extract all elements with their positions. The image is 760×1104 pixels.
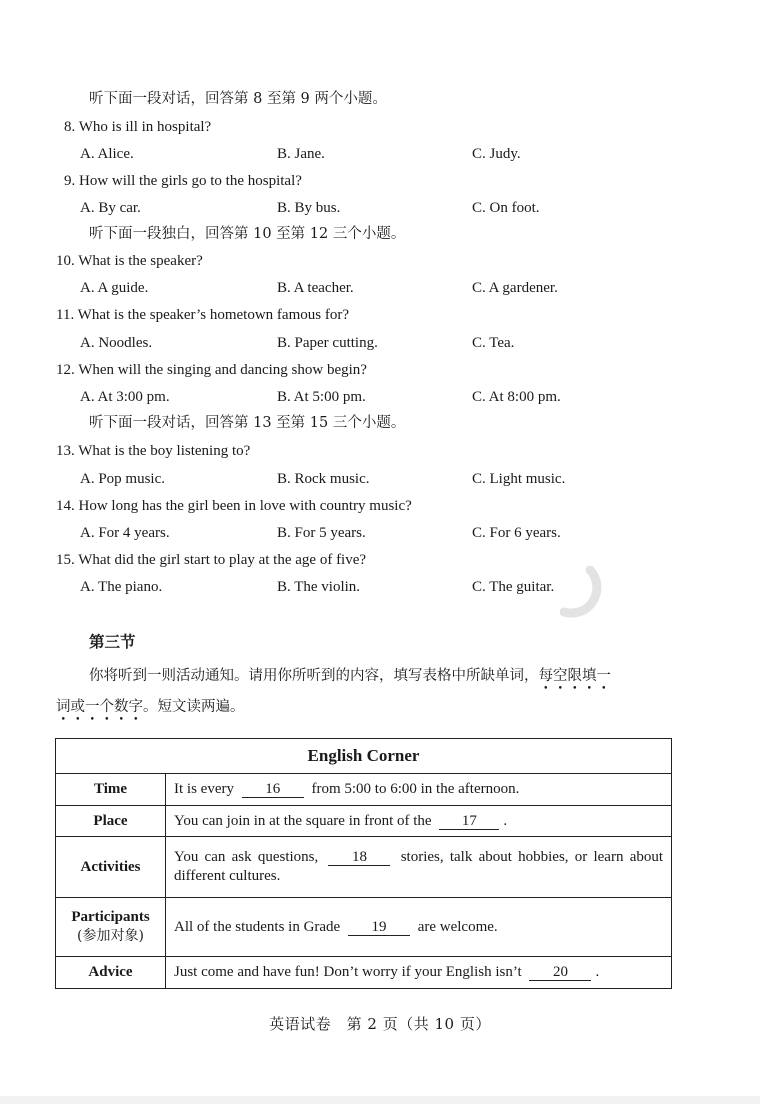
section-3-instruction-line-2 — [56, 697, 245, 717]
q15-option-b: B. The violin. — [277, 579, 361, 595]
question-13: 13. What is the boy listening to? — [56, 443, 251, 459]
table-row — [56, 806, 672, 837]
row-text: from 5:00 to 6:00 in the afternoon. — [311, 781, 520, 797]
q9-option-a: A. By car. — [80, 200, 141, 216]
instruction-8-9: 听下面一段对话，回答第 8 至第 9 两个小题。 — [89, 91, 387, 107]
question-12: 12. When will the singing and dancing show begin? — [56, 362, 367, 378]
row-content-time — [166, 774, 672, 806]
q8-option-c: C. Judy. — [472, 146, 521, 162]
q12-option-a: A. At 3:00 pm. — [80, 389, 170, 405]
table-row — [56, 774, 672, 806]
table-title: English Corner — [56, 739, 672, 774]
q11-option-b: B. Paper cutting. — [277, 335, 378, 351]
table-row — [56, 957, 672, 989]
q10-option-a: A. A guide. — [80, 280, 149, 296]
instruction-emphasis-2: 词或一个数字 — [56, 699, 143, 715]
row-label-advice: Advice — [56, 957, 166, 989]
q8-option-b: B. Jane. — [277, 146, 325, 162]
q11-option-a: A. Noodles. — [80, 335, 153, 351]
row-content-advice — [166, 957, 672, 989]
row-text: are welcome. — [417, 918, 498, 935]
q15-option-c: C. The guitar. — [472, 579, 555, 595]
question-14: 14. How long has the girl been in love with country music? — [56, 498, 412, 514]
q10-option-b: B. A teacher. — [277, 280, 354, 296]
row-text: You can join in at the square in front of the — [174, 812, 432, 829]
row-content-place — [166, 806, 672, 837]
q11-option-c: C. Tea. — [472, 335, 515, 351]
question-11: 11. What is the speaker’s hometown famous for? — [56, 307, 349, 323]
q14-option-b: B. For 5 years. — [277, 525, 366, 541]
question-15: 15. What did the girl start to play at the age of five? — [56, 552, 367, 568]
row-content-activities — [166, 837, 672, 898]
section-3-instruction-line-1 — [89, 666, 611, 686]
question-9: 9. How will the girls go to the hospital? — [64, 173, 302, 189]
table-row — [56, 837, 672, 898]
blank-17[interactable]: 17 — [439, 813, 499, 830]
row-label-participants — [56, 898, 166, 957]
q12-option-b: B. At 5:00 pm. — [277, 389, 366, 405]
q13-option-b: B. Rock music. — [277, 471, 370, 487]
row-text: stories, talk about hobbies, or learn about different cultures. — [174, 849, 664, 884]
blank-19[interactable]: 19 — [348, 919, 410, 936]
row-label-time: Time — [56, 774, 166, 806]
row-label-activities: Activities — [56, 837, 166, 898]
blank-18[interactable]: 18 — [328, 849, 390, 866]
row-text: You can ask questions, — [174, 849, 319, 865]
q12-option-c: C. At 8:00 pm. — [472, 389, 561, 405]
q9-option-b: B. By bus. — [277, 200, 341, 216]
scan-mark-icon — [560, 566, 608, 618]
instruction-emphasis-1: 每空限填一 — [538, 668, 611, 684]
q9-option-c: C. On foot. — [472, 200, 540, 216]
bottom-edge — [0, 1096, 760, 1104]
row-text: . — [503, 812, 508, 829]
row-content-participants — [166, 898, 672, 957]
row-text: . — [595, 964, 600, 980]
row-label-place: Place — [56, 806, 166, 837]
english-corner-table — [55, 738, 672, 989]
q14-option-a: A. For 4 years. — [80, 525, 170, 541]
q15-option-a: A. The piano. — [80, 579, 163, 595]
instruction-13-15: 听下面一段对话，回答第 13 至第 15 三个小题。 — [89, 415, 406, 431]
q10-option-c: C. A gardener. — [472, 280, 558, 296]
blank-16[interactable]: 16 — [242, 781, 304, 798]
participants-label: Participants — [71, 909, 150, 925]
row-text: It is every — [174, 781, 234, 797]
q8-option-a: A. Alice. — [80, 146, 134, 162]
participants-label-cn: (参加对象) — [77, 928, 144, 944]
instruction-10-12: 听下面一段独白，回答第 10 至第 12 三个小题。 — [89, 226, 406, 242]
q14-option-c: C. For 6 years. — [472, 525, 561, 541]
blank-20[interactable]: 20 — [529, 964, 591, 981]
row-text: All of the students in Grade — [174, 918, 341, 935]
page-footer: 英语试卷 第 2 页（共 10 页） — [269, 1015, 491, 1033]
row-text: Just come and have fun! Don’t worry if your English isn’t — [174, 964, 522, 980]
question-10: 10. What is the speaker? — [56, 253, 203, 269]
instruction-text-end: 。短文读两遍。 — [143, 699, 245, 715]
q13-option-a: A. Pop music. — [80, 471, 166, 487]
section-3-title: 第三节 — [89, 632, 136, 651]
instruction-text: 你将听到一则活动通知。请用你所听到的内容，填写表格中所缺单词， — [89, 668, 539, 684]
question-8: 8. Who is ill in hospital? — [64, 119, 212, 135]
table-row — [56, 898, 672, 957]
q13-option-c: C. Light music. — [472, 471, 566, 487]
